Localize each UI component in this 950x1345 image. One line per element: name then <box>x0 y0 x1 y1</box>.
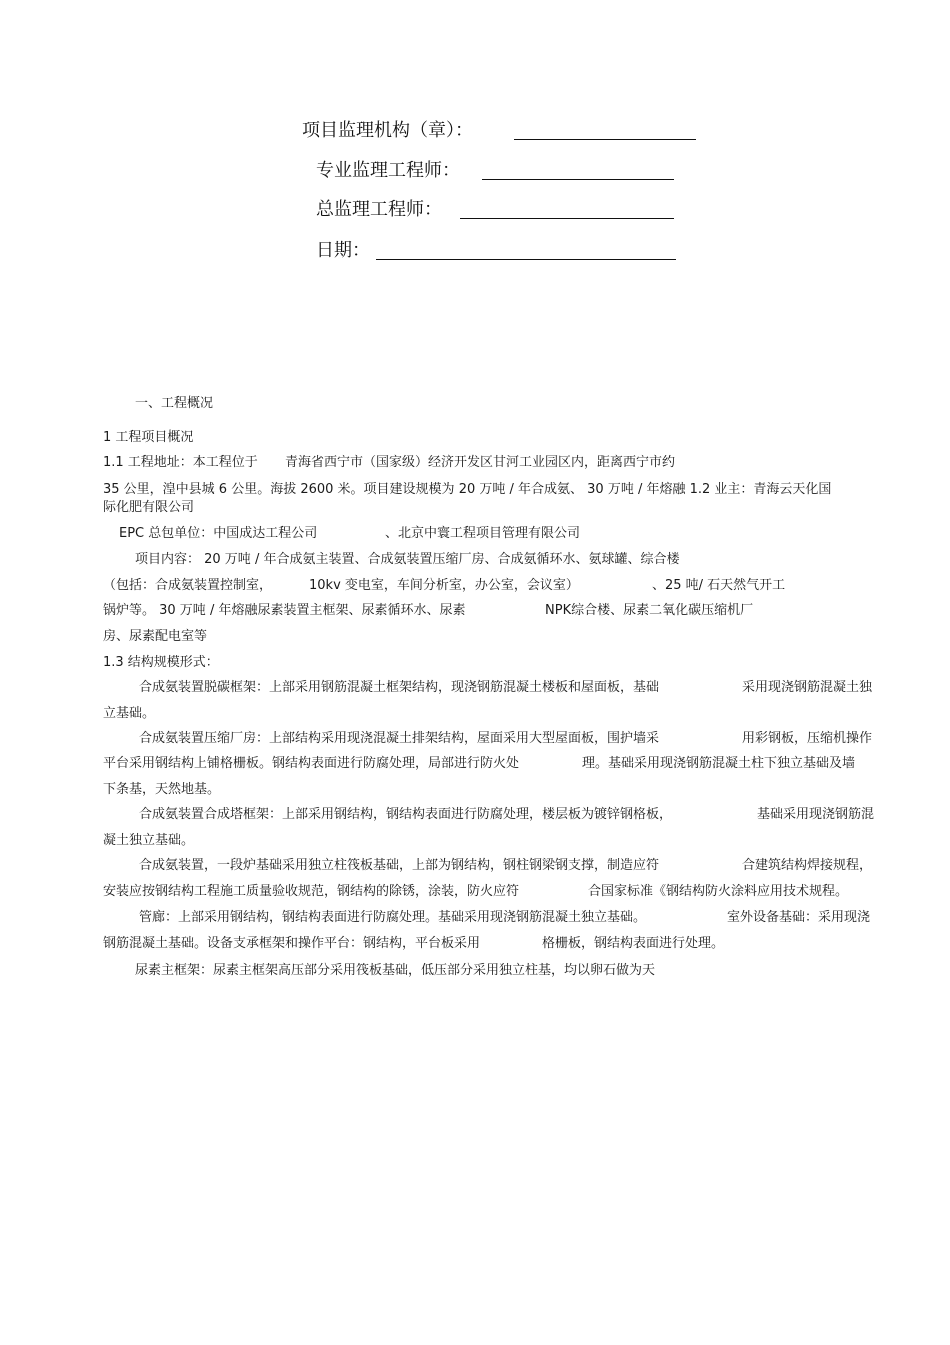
chief-engineer-line[interactable] <box>460 218 674 219</box>
s5-c: 钢筋混凝土基础。设备支承框架和操作平台：钢结构，平台板采用 <box>103 936 481 951</box>
p13-g: 房、尿素配电室等 <box>103 629 208 644</box>
p13-d: 、25 吨/ 石天然气开工 <box>652 578 786 593</box>
section-heading: 一、工程概况 <box>135 396 214 411</box>
p13-b: （包括：合成氨装置控制室， <box>103 578 273 593</box>
s2-b: 用彩钢板，压缩机操作 <box>742 731 873 746</box>
org-seal-label: 项目监理机构（章）： <box>302 120 473 141</box>
p11-c: 35 公里，湟中县城 6 公里。海拔 2600 米。项目建设规模为 20 万吨 / 年合成氨、 30 万吨 / 年熔融 1.2 业主：青海云天化国 <box>103 482 832 497</box>
chief-engineer-label: 总监理工程师： <box>316 199 442 220</box>
s1-a: 合成氨装置脱碳框架：上部采用钢筋混凝土框架结构，现浇钢筋混凝土楼板和屋面板，基础 <box>139 680 660 695</box>
p11-d: 际化肥有限公司 <box>103 500 195 515</box>
specialty-engineer-field <box>316 160 686 182</box>
subsection-1-3: 1.3 结构规模形式： <box>103 655 219 670</box>
s3-a: 合成氨装置合成塔框架：上部采用钢结构，钢结构表面进行防腐处理，楼层板为镀锌钢格板， <box>139 807 673 822</box>
p13-c: 10kv 变电室，车间分析室，办公室，会议室） <box>309 578 579 593</box>
p13-e: 锅炉等。 30 万吨 / 年熔融尿素装置主框架、尿素循环水、尿素 <box>103 603 466 618</box>
s1-b: 采用现浇钢筋混凝土独 <box>742 680 873 695</box>
p11-a: 1.1 工程地址：本工程位于 <box>103 455 258 470</box>
s1-c: 立基础。 <box>103 706 156 721</box>
s3-b: 基础采用现浇钢筋混 <box>757 807 875 822</box>
date-line[interactable] <box>376 259 676 260</box>
s3-c: 凝土独立基础。 <box>103 833 195 848</box>
s5-b: 室外设备基础：采用现浇 <box>727 910 871 925</box>
s4-c: 安装应按钢结构工程施工质量验收规范，钢结构的除锈，涂装，防火应符 <box>103 884 520 899</box>
date-label: 日期： <box>316 240 370 261</box>
chief-engineer-field <box>316 199 686 221</box>
s5-a: 管廊：上部采用钢结构，钢结构表面进行防腐处理。基础采用现浇钢筋混凝土独立基础。 <box>139 910 647 925</box>
p12-b: 、北京中寰工程项目管理有限公司 <box>385 526 581 541</box>
s4-d: 合国家标准《钢结构防火涂料应用技术规程。 <box>588 884 849 899</box>
p12-a: EPC 总包单位：中国成达工程公司 <box>119 526 318 541</box>
p11-b: 青海省西宁市（国家级）经济开发区甘河工业园区内，距离西宁市约 <box>285 455 676 470</box>
org-seal-field <box>302 120 702 142</box>
subsection-1: 1 工程项目概况 <box>103 430 194 445</box>
s2-e: 下条基，天然地基。 <box>103 782 221 797</box>
org-seal-line[interactable] <box>514 139 696 140</box>
p13-a: 项目内容： 20 万吨 / 年合成氨主装置、合成氨装置压缩厂房、合成氨循环水、氨球罐、综合楼 <box>135 552 680 567</box>
s2-c: 平台采用钢结构上铺格栅板。钢结构表面进行防腐处理，局部进行防火处 <box>103 756 520 771</box>
s4-a: 合成氨装置，一段炉基础采用独立柱筏板基础，上部为钢结构，钢柱钢梁钢支撑，制造应符 <box>139 858 660 873</box>
specialty-engineer-line[interactable] <box>482 179 674 180</box>
specialty-engineer-label: 专业监理工程师： <box>316 160 460 181</box>
p13-f: NPK综合楼、尿素二氧化碳压缩机厂 <box>545 603 754 618</box>
s2-d: 理。基础采用现浇钢筋混凝土柱下独立基础及墙 <box>582 756 856 771</box>
s2-a: 合成氨装置压缩厂房：上部结构采用现浇混凝土排架结构，屋面采用大型屋面板，围护墙采 <box>139 731 660 746</box>
date-field <box>316 240 686 262</box>
s6-a: 尿素主框架：尿素主框架高压部分采用筏板基础，低压部分采用独立柱基，均以卵石做为天 <box>135 963 656 978</box>
s5-d: 格栅板，钢结构表面进行处理。 <box>542 936 725 951</box>
s4-b: 合建筑结构焊接规程， <box>742 858 873 873</box>
